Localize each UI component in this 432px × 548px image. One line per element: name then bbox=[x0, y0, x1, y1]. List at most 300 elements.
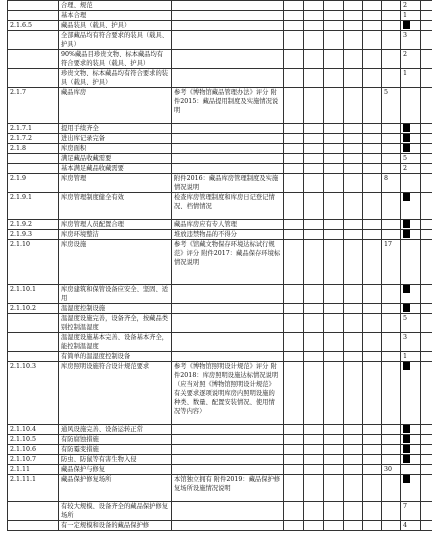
blank-cell bbox=[344, 31, 363, 50]
item-code-cell bbox=[8, 50, 59, 69]
item-name-cell: 藏品保护与修复 bbox=[59, 465, 172, 475]
blank-cell bbox=[421, 21, 432, 31]
blank-cell bbox=[421, 502, 432, 521]
filled-mark-icon bbox=[403, 304, 410, 312]
value-cell: 3 bbox=[401, 333, 421, 352]
blank-cell bbox=[344, 455, 363, 465]
value-cell: 5 bbox=[401, 154, 421, 164]
score-cell bbox=[382, 333, 401, 352]
score-cell: 8 bbox=[382, 174, 401, 193]
blank-cell bbox=[284, 174, 304, 193]
value-cell: 4 bbox=[401, 521, 421, 531]
table-row bbox=[8, 475, 432, 502]
score-cell bbox=[382, 445, 401, 455]
blank-cell bbox=[421, 193, 432, 220]
table-row bbox=[8, 11, 432, 21]
filled-mark-icon bbox=[403, 230, 410, 238]
note-cell: 本馆独立拥有 附件2019：藏品保护修复场所设施情况说明 bbox=[172, 475, 284, 502]
blank-cell bbox=[344, 314, 363, 333]
note-cell: 附件2016：藏品库房管理制度及实施情况说明 bbox=[172, 174, 284, 193]
score-cell bbox=[382, 193, 401, 220]
blank-cell bbox=[421, 69, 432, 88]
item-name-cell: 通风设施完善、设备运转正常 bbox=[59, 425, 172, 435]
blank-cell bbox=[304, 11, 324, 21]
blank-cell bbox=[344, 502, 363, 521]
item-code-cell bbox=[8, 314, 59, 333]
blank-cell bbox=[363, 88, 382, 124]
note-cell bbox=[172, 425, 284, 435]
blank-cell bbox=[304, 220, 324, 230]
table-row bbox=[8, 455, 432, 465]
blank-cell bbox=[421, 333, 432, 352]
blank-cell bbox=[304, 144, 324, 154]
blank-cell bbox=[304, 21, 324, 31]
item-code-cell: 2.1.11 bbox=[8, 465, 59, 475]
blank-cell bbox=[421, 154, 432, 164]
blank-cell bbox=[363, 134, 382, 144]
table-row bbox=[8, 50, 432, 69]
table-row bbox=[8, 352, 432, 362]
blank-cell bbox=[304, 425, 324, 435]
blank-cell bbox=[344, 134, 363, 144]
item-code-cell: 2.1.10 bbox=[8, 240, 59, 285]
blank-cell bbox=[344, 174, 363, 193]
item-name-cell: 库房管理制度健全有效 bbox=[59, 193, 172, 220]
blank-cell bbox=[324, 134, 344, 144]
blank-cell bbox=[363, 465, 382, 475]
blank-cell bbox=[324, 362, 344, 425]
blank-cell bbox=[284, 69, 304, 88]
blank-cell bbox=[284, 314, 304, 333]
table-row bbox=[8, 88, 432, 124]
note-cell bbox=[172, 455, 284, 465]
blank-cell bbox=[421, 240, 432, 285]
blank-cell bbox=[344, 425, 363, 435]
blank-cell bbox=[284, 240, 304, 285]
item-code-cell: 2.1.10.4 bbox=[8, 425, 59, 435]
item-code-cell bbox=[8, 502, 59, 521]
score-cell bbox=[382, 154, 401, 164]
blank-cell bbox=[421, 465, 432, 475]
blank-cell bbox=[344, 193, 363, 220]
blank-cell bbox=[284, 425, 304, 435]
item-code-cell: 2.1.9.2 bbox=[8, 220, 59, 230]
item-code-cell bbox=[8, 31, 59, 50]
blank-cell bbox=[344, 154, 363, 164]
blank-cell bbox=[304, 435, 324, 445]
blank-cell bbox=[324, 240, 344, 285]
blank-cell bbox=[324, 352, 344, 362]
blank-cell bbox=[344, 144, 363, 154]
score-cell bbox=[382, 31, 401, 50]
blank-cell bbox=[421, 50, 432, 69]
note-cell bbox=[172, 21, 284, 31]
value-cell bbox=[401, 134, 421, 144]
blank-cell bbox=[304, 134, 324, 144]
evaluation-table bbox=[7, 0, 432, 531]
blank-cell bbox=[304, 455, 324, 465]
item-name-cell: 90%藏品目珍贵文物、标本藏品均有符合要求的装具（载具、护具） bbox=[59, 50, 172, 69]
table-row bbox=[8, 1, 432, 11]
blank-cell bbox=[284, 304, 304, 314]
blank-cell bbox=[324, 285, 344, 304]
item-code-cell: 2.1.9.3 bbox=[8, 230, 59, 240]
blank-cell bbox=[284, 193, 304, 220]
note-cell bbox=[172, 435, 284, 445]
item-name-cell: 库房管理 bbox=[59, 174, 172, 193]
score-cell bbox=[382, 455, 401, 465]
item-code-cell: 2.1.6.5 bbox=[8, 21, 59, 31]
item-code-cell: 2.1.10.7 bbox=[8, 455, 59, 465]
table-row bbox=[8, 304, 432, 314]
blank-cell bbox=[363, 230, 382, 240]
score-cell: 5 bbox=[382, 88, 401, 124]
blank-cell bbox=[344, 69, 363, 88]
table-row bbox=[8, 445, 432, 455]
filled-mark-icon bbox=[403, 285, 410, 293]
blank-cell bbox=[284, 11, 304, 21]
table-row bbox=[8, 69, 432, 88]
item-name-cell: 基本满足藏品收藏需要 bbox=[59, 164, 172, 174]
blank-cell bbox=[344, 11, 363, 21]
score-cell bbox=[382, 1, 401, 11]
blank-cell bbox=[284, 465, 304, 475]
item-name-cell: 藏品装具（载具、护具） bbox=[59, 21, 172, 31]
score-cell: 17 bbox=[382, 240, 401, 285]
blank-cell bbox=[284, 154, 304, 164]
blank-cell bbox=[324, 435, 344, 445]
note-cell bbox=[172, 445, 284, 455]
blank-cell bbox=[344, 21, 363, 31]
filled-mark-icon bbox=[403, 193, 410, 201]
blank-cell bbox=[363, 455, 382, 465]
score-cell bbox=[382, 304, 401, 314]
blank-cell bbox=[304, 352, 324, 362]
note-cell bbox=[172, 154, 284, 164]
item-name-cell: 温湿度设施基本完善、设备基本齐全，能控制温湿度 bbox=[59, 333, 172, 352]
blank-cell bbox=[421, 475, 432, 502]
note-cell bbox=[172, 304, 284, 314]
blank-cell bbox=[344, 333, 363, 352]
blank-cell bbox=[344, 240, 363, 285]
item-name-cell: 有一定规模和设备的藏品保护修 bbox=[59, 521, 172, 531]
blank-cell bbox=[344, 124, 363, 134]
blank-cell bbox=[304, 174, 324, 193]
blank-cell bbox=[324, 465, 344, 475]
table-row bbox=[8, 465, 432, 475]
blank-cell bbox=[363, 502, 382, 521]
blank-cell bbox=[284, 134, 304, 144]
blank-cell bbox=[284, 502, 304, 521]
score-cell bbox=[382, 144, 401, 154]
blank-cell bbox=[363, 314, 382, 333]
item-name-cell: 库房环境整洁 bbox=[59, 230, 172, 240]
blank-cell bbox=[324, 445, 344, 455]
blank-cell bbox=[284, 455, 304, 465]
table-row bbox=[8, 435, 432, 445]
table-row bbox=[8, 193, 432, 220]
blank-cell bbox=[284, 333, 304, 352]
blank-cell bbox=[344, 475, 363, 502]
note-cell bbox=[172, 465, 284, 475]
blank-cell bbox=[363, 435, 382, 445]
note-cell: 堆放违禁物品的不得分 bbox=[172, 230, 284, 240]
blank-cell bbox=[421, 88, 432, 124]
blank-cell bbox=[304, 333, 324, 352]
blank-cell bbox=[324, 455, 344, 465]
blank-cell bbox=[324, 502, 344, 521]
table-row bbox=[8, 230, 432, 240]
blank-cell bbox=[344, 88, 363, 124]
item-name-cell: 基本合理 bbox=[59, 11, 172, 21]
blank-cell bbox=[421, 362, 432, 425]
filled-mark-icon bbox=[403, 445, 410, 453]
blank-cell bbox=[421, 445, 432, 455]
blank-cell bbox=[284, 445, 304, 455]
blank-cell bbox=[421, 164, 432, 174]
score-cell bbox=[382, 502, 401, 521]
blank-cell bbox=[304, 285, 324, 304]
blank-cell bbox=[304, 502, 324, 521]
note-cell bbox=[172, 144, 284, 154]
blank-cell bbox=[304, 164, 324, 174]
item-code-cell bbox=[8, 154, 59, 164]
note-cell bbox=[172, 124, 284, 134]
table-row bbox=[8, 134, 432, 144]
note-cell bbox=[172, 50, 284, 69]
blank-cell bbox=[284, 164, 304, 174]
value-cell: 3 bbox=[401, 31, 421, 50]
table-row bbox=[8, 502, 432, 521]
score-cell bbox=[382, 69, 401, 88]
filled-mark-icon bbox=[403, 144, 410, 152]
item-code-cell: 2.1.8 bbox=[8, 144, 59, 154]
score-cell bbox=[382, 521, 401, 531]
blank-cell bbox=[363, 475, 382, 502]
item-code-cell bbox=[8, 521, 59, 531]
blank-cell bbox=[324, 475, 344, 502]
score-cell bbox=[382, 475, 401, 502]
blank-cell bbox=[324, 69, 344, 88]
blank-cell bbox=[284, 88, 304, 124]
item-name-cell: 进出库记录完备 bbox=[59, 134, 172, 144]
item-code-cell: 2.1.9.1 bbox=[8, 193, 59, 220]
item-code-cell bbox=[8, 69, 59, 88]
table-row bbox=[8, 21, 432, 31]
blank-cell bbox=[304, 314, 324, 333]
note-cell bbox=[172, 31, 284, 50]
blank-cell bbox=[421, 144, 432, 154]
score-cell bbox=[382, 220, 401, 230]
item-name-cell: 有防霉变措施 bbox=[59, 445, 172, 455]
item-code-cell bbox=[8, 11, 59, 21]
blank-cell bbox=[324, 521, 344, 531]
blank-cell bbox=[363, 31, 382, 50]
blank-cell bbox=[421, 11, 432, 21]
item-name-cell: 全部藏品均有符合要求的装具（载具、护具） bbox=[59, 31, 172, 50]
item-name-cell: 合理、规范 bbox=[59, 1, 172, 11]
value-cell bbox=[401, 240, 421, 285]
blank-cell bbox=[363, 425, 382, 435]
value-cell bbox=[401, 445, 421, 455]
blank-cell bbox=[421, 230, 432, 240]
blank-cell bbox=[421, 31, 432, 50]
blank-cell bbox=[304, 230, 324, 240]
table-row bbox=[8, 425, 432, 435]
blank-cell bbox=[363, 124, 382, 134]
filled-mark-icon bbox=[403, 435, 410, 443]
blank-cell bbox=[363, 445, 382, 455]
item-name-cell: 库房设施 bbox=[59, 240, 172, 285]
value-cell bbox=[401, 425, 421, 435]
item-code-cell: 2.1.10.6 bbox=[8, 445, 59, 455]
item-code-cell: 2.1.10.1 bbox=[8, 285, 59, 304]
filled-mark-icon bbox=[403, 475, 410, 483]
blank-cell bbox=[324, 154, 344, 164]
blank-cell bbox=[363, 174, 382, 193]
item-name-cell: 满足藏品收藏需要 bbox=[59, 154, 172, 164]
blank-cell bbox=[363, 154, 382, 164]
blank-cell bbox=[344, 435, 363, 445]
note-cell bbox=[172, 285, 284, 304]
filled-mark-icon bbox=[403, 425, 410, 433]
item-name-cell: 提用手续齐全 bbox=[59, 124, 172, 134]
blank-cell bbox=[421, 455, 432, 465]
note-cell bbox=[172, 11, 284, 21]
blank-cell bbox=[344, 285, 363, 304]
note-cell bbox=[172, 314, 284, 333]
blank-cell bbox=[421, 134, 432, 144]
blank-cell bbox=[304, 475, 324, 502]
score-cell bbox=[382, 164, 401, 174]
item-code-cell: 2.1.7.2 bbox=[8, 134, 59, 144]
blank-cell bbox=[304, 362, 324, 425]
value-cell bbox=[401, 193, 421, 220]
score-cell bbox=[382, 50, 401, 69]
blank-cell bbox=[284, 144, 304, 154]
item-code-cell bbox=[8, 164, 59, 174]
value-cell bbox=[401, 435, 421, 445]
table-row bbox=[8, 220, 432, 230]
blank-cell bbox=[363, 240, 382, 285]
blank-cell bbox=[324, 88, 344, 124]
score-cell bbox=[382, 285, 401, 304]
blank-cell bbox=[421, 304, 432, 314]
filled-mark-icon bbox=[403, 124, 410, 132]
blank-cell bbox=[421, 435, 432, 445]
blank-cell bbox=[284, 124, 304, 134]
blank-cell bbox=[304, 445, 324, 455]
value-cell bbox=[401, 88, 421, 124]
blank-cell bbox=[324, 21, 344, 31]
blank-cell bbox=[363, 304, 382, 314]
blank-cell bbox=[324, 164, 344, 174]
value-cell: 2 bbox=[401, 1, 421, 11]
value-cell: 1 bbox=[401, 11, 421, 21]
score-cell bbox=[382, 352, 401, 362]
note-cell: 参考《博物馆藏品管理办法》评分 附件2015：藏品提用制度及实施情况说明 bbox=[172, 88, 284, 124]
value-cell bbox=[401, 124, 421, 134]
note-cell bbox=[172, 521, 284, 531]
filled-mark-icon bbox=[403, 134, 410, 142]
blank-cell bbox=[284, 352, 304, 362]
table-row bbox=[8, 144, 432, 154]
item-code-cell: 2.1.9 bbox=[8, 174, 59, 193]
item-code-cell bbox=[8, 1, 59, 11]
table-row bbox=[8, 333, 432, 352]
blank-cell bbox=[363, 362, 382, 425]
blank-cell bbox=[324, 174, 344, 193]
item-name-cell: 温湿度控制设施 bbox=[59, 304, 172, 314]
blank-cell bbox=[324, 304, 344, 314]
blank-cell bbox=[324, 50, 344, 69]
blank-cell bbox=[324, 124, 344, 134]
note-cell bbox=[172, 134, 284, 144]
blank-cell bbox=[363, 144, 382, 154]
item-name-cell: 珍贵文物、标本藏品均有符合要求的装具（载具、护具） bbox=[59, 69, 172, 88]
blank-cell bbox=[284, 31, 304, 50]
blank-cell bbox=[344, 304, 363, 314]
value-cell bbox=[401, 230, 421, 240]
item-name-cell: 有防腐蚀措施 bbox=[59, 435, 172, 445]
blank-cell bbox=[284, 285, 304, 304]
table-row bbox=[8, 154, 432, 164]
blank-cell bbox=[324, 31, 344, 50]
table-row bbox=[8, 124, 432, 134]
score-cell bbox=[382, 435, 401, 445]
value-cell: 1 bbox=[401, 69, 421, 88]
table-row bbox=[8, 164, 432, 174]
note-cell: 检查库房管理制度和库房日记登记情况、档情情况 bbox=[172, 193, 284, 220]
item-code-cell bbox=[8, 333, 59, 352]
score-cell bbox=[382, 11, 401, 21]
blank-cell bbox=[324, 1, 344, 11]
blank-cell bbox=[344, 352, 363, 362]
blank-cell bbox=[344, 465, 363, 475]
blank-cell bbox=[284, 475, 304, 502]
blank-cell bbox=[421, 285, 432, 304]
item-name-cell: 温湿度设施完善，设备齐全，按藏品类别控制温湿度 bbox=[59, 314, 172, 333]
blank-cell bbox=[304, 31, 324, 50]
blank-cell bbox=[344, 445, 363, 455]
blank-cell bbox=[304, 304, 324, 314]
value-cell: 5 bbox=[401, 314, 421, 333]
value-cell bbox=[401, 362, 421, 425]
blank-cell bbox=[284, 1, 304, 11]
blank-cell bbox=[421, 314, 432, 333]
blank-cell bbox=[324, 230, 344, 240]
blank-cell bbox=[344, 230, 363, 240]
blank-cell bbox=[344, 362, 363, 425]
blank-cell bbox=[363, 21, 382, 31]
item-code-cell: 2.1.10.5 bbox=[8, 435, 59, 445]
blank-cell bbox=[344, 220, 363, 230]
table-row bbox=[8, 174, 432, 193]
filled-mark-icon bbox=[403, 455, 410, 463]
blank-cell bbox=[304, 240, 324, 285]
blank-cell bbox=[344, 50, 363, 69]
blank-cell bbox=[421, 124, 432, 134]
table-row bbox=[8, 285, 432, 304]
blank-cell bbox=[324, 425, 344, 435]
table-row bbox=[8, 31, 432, 50]
item-code-cell: 2.1.10.3 bbox=[8, 362, 59, 425]
table-row bbox=[8, 362, 432, 425]
blank-cell bbox=[324, 314, 344, 333]
blank-cell bbox=[324, 11, 344, 21]
item-name-cell: 库房建筑和保管设备应安全、坚固、适用 bbox=[59, 285, 172, 304]
item-name-cell: 藏品库房 bbox=[59, 88, 172, 124]
